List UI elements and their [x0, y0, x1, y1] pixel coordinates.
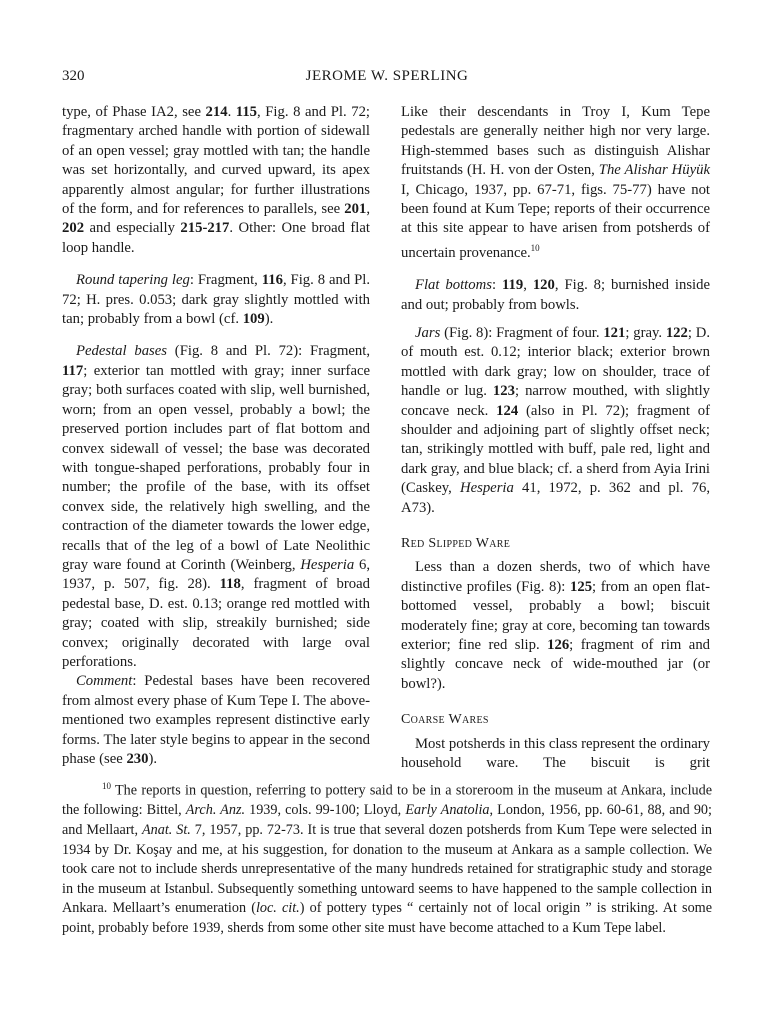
left-column	[62, 103, 370, 769]
paragraph-comment: Comment: Pedestal bases have been recovered from almost every phase of Kum Tepe I. The above-mentioned two examples represent distinctive early forms. The later style begins to appear in the second phase (see 230).	[62, 673, 370, 767]
paragraph-flat-bottoms: Flat bottoms: 119, 120, Fig. 8; burnished inside and out; probably from bowls.	[401, 277, 710, 313]
right-column	[401, 103, 710, 773]
section-heading-red-slipped-ware: Red Slipped Ware	[401, 536, 511, 552]
section-heading-coarse-wares: Coarse Wares	[401, 712, 489, 728]
running-head-author: JEROME W. SPERLING	[305, 68, 469, 84]
paragraph-pedestal-bases: Pedestal bases (Fig. 8 and Pl. 72): Fragment, 117; exterior tan mottled with gray; inner surface gray; both surfaces coated with slip, well burnished, worn; from an open vessel, probably a bowl; the preserved portion includes part of flat bottom and convex sidewall of vessel; the base was decorated with tongue-shaped perforations, probably four in number; the profile of the base, with its offset convex side, the relatively high swelling, and the contraction of the diameter towards the lower edge, recalls that of the leg of a bowl of Late Neolithic gray ware found at Corinth (Weinberg, Hesperia 6, 1937, p. 507, fig. 28). 118, fragment of broad pedestal base, D. est. 0.13; orange red mottled with gray; coated with slip, streakily burnished; side convex; originally decorated with large oval perforations.	[62, 343, 371, 670]
paragraph-handles-cont: type, of Phase IA2, see 214. 115, Fig. 8 and Pl. 72; fragmentary arched handle with portion of sidewall of an open vessel; gray mottled with tan; the handle was set horizontally, and curved upward, its apex apparently almost angular; for further illustrations of the form, and for references to parallels, see 201, 202 and especially 215-217. Other: One broad flat loop handle.	[62, 104, 370, 256]
paragraph-round-tapering-leg: Round tapering leg: Fragment, 116, Fig. 8 and Pl. 72; H. pres. 0.053; dark gray slightly mottled with tan; probably from a bowl (cf. 109).	[62, 272, 370, 328]
paragraph-jars: Jars (Fig. 8): Fragment of four. 121; gray. 122; D. of mouth est. 0.12; interior black; exterior brown mottled with dark gray; low on shoulder, trace of handle or lug. 123; narrow mouthed, with slightly concave neck. 124 (also in Pl. 72); fragment of shoulder and adjoining part of slightly offset neck; tan, strikingly mottled with buff, pale red, light and dark gray, and blue black; cf. a sherd from Ayia Irini (Caskey, Hesperia 41, 1972, p. 362 and pl. 76, A73).	[401, 324, 711, 516]
footnote-number: 10	[102, 781, 111, 791]
footnote-ref-10: 10	[530, 242, 540, 253]
running-header	[62, 68, 712, 90]
page-number: 320	[62, 68, 85, 84]
paragraph-coarse-wares: Most potsherds in this class represent the ordinary household ware. The biscuit is grit	[401, 735, 710, 772]
paragraph-red-slipped: Less than a dozen sherds, two of which have distinctive profiles (Fig. 8): 125; from an open flat-bottomed vessel, probably a bowl; biscuit moderately fine; gray at core, becoming tan towards exterior; fine red slip. 126; fragment of rim and slightly concave neck of wide-mouthed jar (or bowl?).	[401, 559, 711, 692]
footnote-10: $^{10}$ The reports in question, referring to pottery said to be in a storeroom in the museum at Ankara, include the following: Bittel, Arch. Anz. 1939, cols. 99-100; Lloyd, Early Anatolia, London, 1956, pp. 60-61, 88, and 90; and Mellaart, Anat. St. 7, 1957, pp. 72-73. It is true that several dozen potsherds from Kum Tepe were selected in 1934 by Dr. Koşay and me, at his suggestion, for donation to the museum at Ankara as a sample collection. We took care not to include sherds unrepresentative of the many hundreds retained for stratigraphic study and storage in the museum at Istanbul. Subsequently something untoward seems to have happened to the sample collection in Ankara. Mellaart’s enumeration (loc. cit.) of pottery types “ certainly not of local origin ” is striking. At some point, probably before 1939, sherds from some other site must have become attached to a Kum Tepe label.	[62, 781, 713, 936]
paragraph-troy-comparison: Like their descendants in Troy I, Kum Tepe pedestals are generally neither high nor very large. High-stemmed bases such as distinguish Alishar fruitstands (H. H. von der Osten, The Alishar Hüyük I, Chicago, 1937, pp. 67-71, figs. 75-77) have not been found at Kum Tepe; reports of their occurrence at this site appear to have arisen from potsherds of uncertain provenance.$^{10}$	[401, 104, 710, 261]
